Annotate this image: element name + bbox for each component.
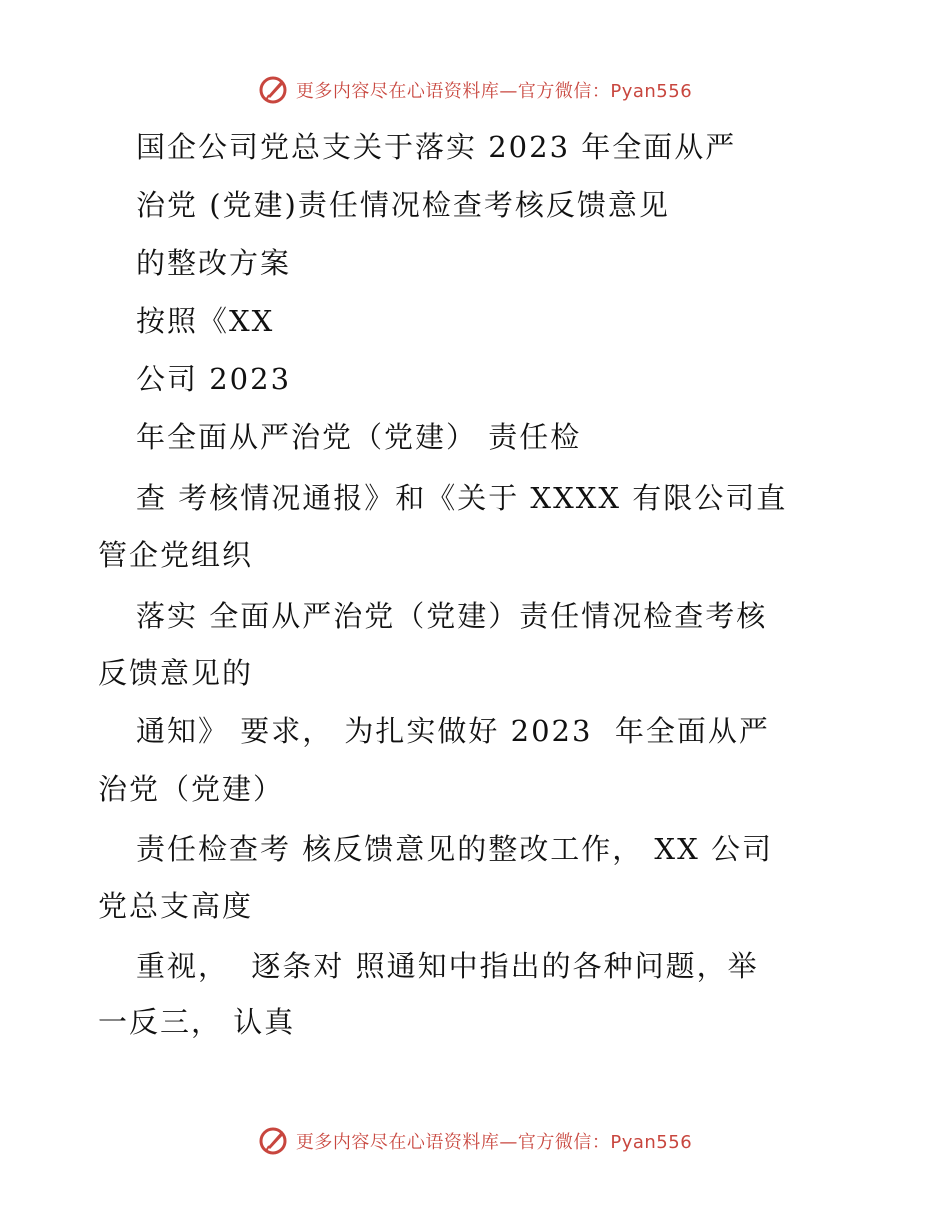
text-line: 一反三， 认真	[98, 1005, 296, 1039]
text-line: 党总支高度	[98, 889, 254, 923]
text-line: 公司 2023	[136, 362, 292, 396]
header-banner-text: 更多内容尽在心语资料库—官方微信：Pyan556	[295, 81, 693, 102]
text-line: 重视， 逐条对 照通知中指出的各种问题，举	[136, 949, 759, 983]
text-line: 年全面从严治党（党建） 责任检	[136, 420, 582, 454]
text-line: 的整改方案	[136, 246, 292, 280]
text-line: 治党（党建）	[98, 772, 285, 806]
text-line: 责任检查考 核反馈意见的整改工作， XX 公司	[136, 832, 773, 866]
text-line: 管企党组织	[98, 538, 254, 572]
text-line: 查 考核情况通报》和《关于 XXXX 有限公司直	[136, 481, 788, 515]
footer-banner-text: 更多内容尽在心语资料库—官方微信：Pyan556	[295, 1132, 693, 1153]
text-line: 治党 (党建)责任情况检查考核反馈意见	[136, 188, 670, 222]
text-line: 通知》 要求， 为扎实做好 2023 年全面从严	[136, 714, 770, 748]
text-line: 落实 全面从严治党（党建）责任情况检查考核	[136, 599, 768, 633]
footer-banner	[0, 1121, 950, 1161]
text-line: 按照《XX	[136, 304, 275, 338]
quill-logo-icon	[258, 1125, 290, 1157]
text-line: 国企公司党总支关于落实 2023 年全面从严	[136, 130, 737, 164]
text-line: 反馈意见的	[98, 656, 254, 690]
